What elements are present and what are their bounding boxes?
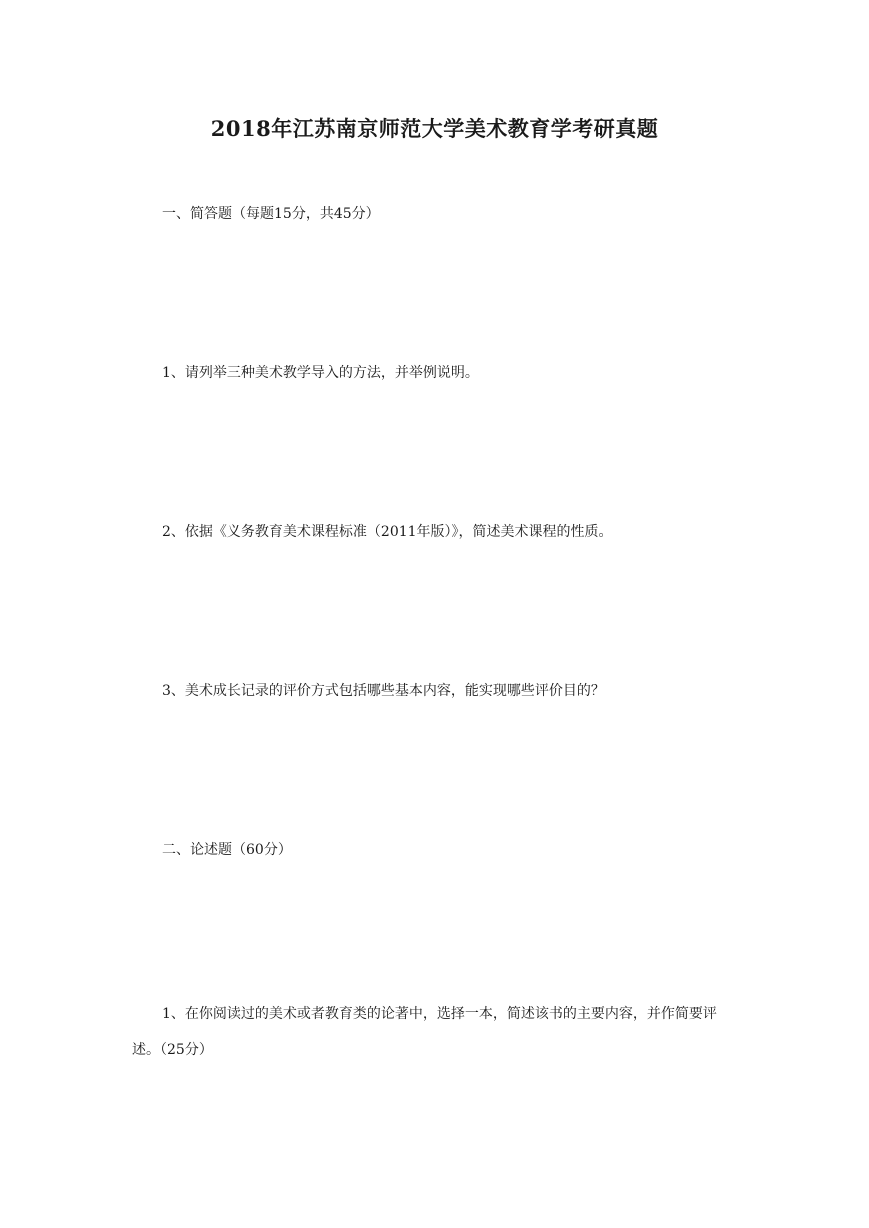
page-title: 2018年江苏南京师范大学美术教育学考研真题 bbox=[210, 116, 659, 141]
section-heading-essay: 二、论述题（60分） bbox=[162, 842, 292, 858]
section-heading-short-answer: 一、简答题（每题15分，共45分） bbox=[162, 206, 380, 222]
essay-question-1: 1、在你阅读过的美术或者教育类的论著中，选择一本，简述该书的主要内容，并作简要评述。（25分） bbox=[132, 1006, 717, 1058]
question-1: 1、请列举三种美术教学导入的方法，并举例说明。 bbox=[162, 365, 479, 381]
question-2: 2、依据《义务教育美术课程标准（2011年版）》，简述美术课程的性质。 bbox=[162, 524, 613, 540]
question-3: 3、美术成长记录的评价方式包括哪些基本内容，能实现哪些评价目的？ bbox=[162, 683, 605, 699]
